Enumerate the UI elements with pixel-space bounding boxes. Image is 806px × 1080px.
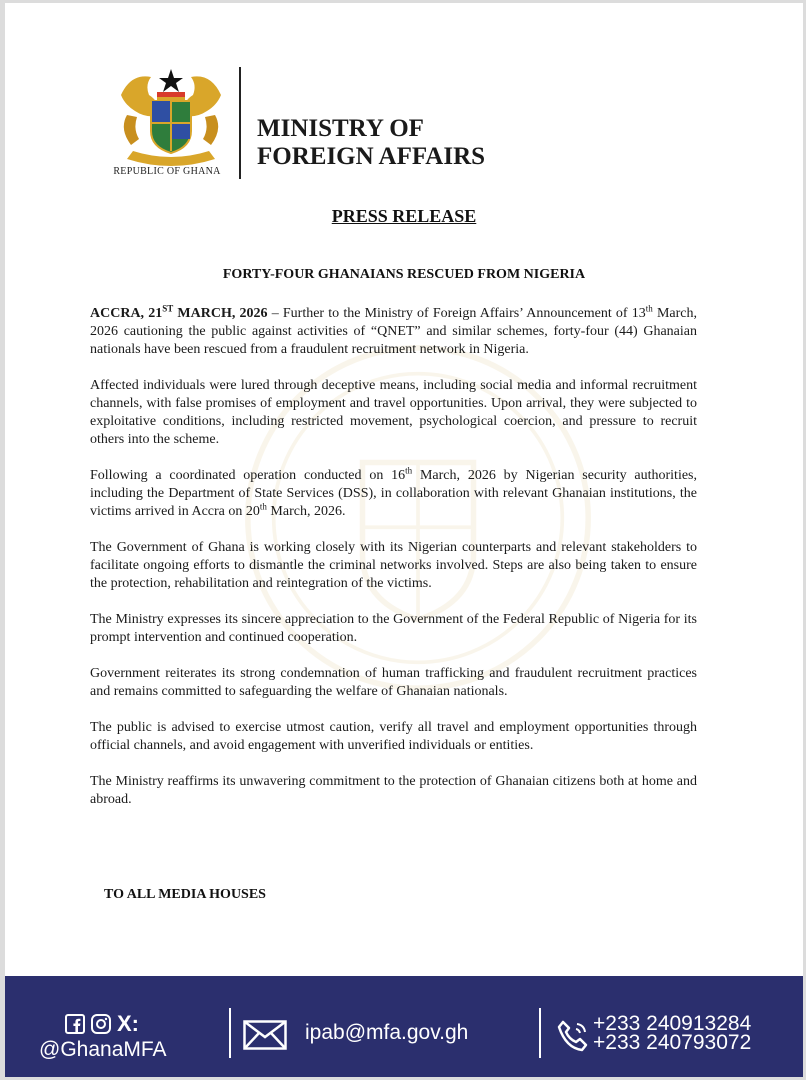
paragraph-6: Government reiterates its strong condemnation of human trafficking and fraudulent recruitment practices and remains committed to safeguarding the welfare of Ghanaian nationals.	[90, 666, 697, 699]
ministry-title	[257, 115, 485, 171]
press-release-heading: PRESS RELEASE	[331, 206, 477, 226]
footer-divider	[229, 1008, 231, 1058]
paragraph-4: The Government of Ghana is working closely with its Nigerian counterparts and relevant stakeholders to facilitate ongoing efforts to dismantle the criminal networks involved. Steps are also being taken to ensure the protection, rehabilitation and reintegration of the victims.	[90, 540, 697, 591]
phone-icon	[555, 1018, 591, 1054]
instagram-icon[interactable]	[91, 1014, 111, 1034]
paragraph-3-text-c: March, 2026.	[266, 504, 346, 519]
dateline	[90, 303, 268, 321]
ordinal-suffix: th	[645, 303, 653, 314]
contact-footer	[5, 976, 803, 1077]
paragraph-1-text-a: – Further to the Ministry of Foreign Affairs’ Announcement of 13	[267, 306, 646, 321]
paragraph-3-text-b: March, 2026 by Nigerian security authorities, including the Department of State Services (DSS), in collaboration with relevant Ghanaian institutions, the victims arrived in Accra on 20	[90, 468, 697, 519]
contact-email[interactable]: ipab@mfa.gov.gh	[305, 1021, 469, 1044]
email-icon	[243, 1020, 287, 1050]
ordinal-suffix: th	[405, 465, 413, 476]
paragraph-1-text-b: March, 2026 cautioning the public against activities of “QNET” and similar schemes, forty-four (44) Ghanaian nationals have been rescued from a fraudulent recruitment network in Nigeria.	[90, 306, 697, 357]
ghana-coat-of-arms-icon	[113, 65, 229, 167]
paragraph-3	[90, 467, 697, 521]
release-body	[90, 305, 697, 827]
crest-caption: REPUBLIC OF GHANA	[113, 166, 221, 177]
facebook-icon[interactable]	[65, 1014, 85, 1034]
x-label: X:	[117, 1011, 139, 1036]
social-icons	[65, 1011, 139, 1036]
ministry-title-line1: MINISTRY OF	[257, 115, 424, 142]
paragraph-2: Affected individuals were lured through deceptive means, including social media and informal recruitment channels, with false promises of employment and travel opportunities. Upon arrival, they were subjected to exploitative conditions, including restricted movement, psychological coercion, and pressure to recruit others into the scheme.	[90, 378, 697, 447]
phone-number-2[interactable]: +233 240793072	[593, 1031, 752, 1054]
paragraph-5: The Ministry expresses its sincere appreciation to the Government of the Federal Republic of Nigeria for its prompt intervention and continued cooperation.	[90, 612, 697, 645]
dateline-text: ACCRA, 21	[90, 306, 163, 321]
paragraph-3-text-a: Following a coordinated operation conducted on 16	[90, 468, 406, 483]
ordinal-suffix: th	[259, 501, 267, 512]
to-all-media-houses: TO ALL MEDIA HOUSES	[104, 887, 266, 902]
contact-phones	[593, 1014, 751, 1052]
press-release-page	[5, 3, 803, 1077]
release-headline: FORTY-FOUR GHANAIANS RESCUED FROM NIGERIA	[222, 267, 586, 282]
paragraph-8: The Ministry reaffirms its unwavering commitment to the protection of Ghanaian citizens both at home and abroad.	[90, 774, 697, 807]
social-handle[interactable]: @GhanaMFA	[39, 1038, 167, 1061]
dateline-month: MARCH, 2026	[173, 306, 268, 321]
paragraph-1	[90, 305, 697, 359]
ministry-title-line2: FOREIGN AFFAIRS	[257, 143, 486, 170]
footer-divider	[539, 1008, 541, 1058]
dateline-suffix: ST	[162, 303, 174, 314]
paragraph-7: The public is advised to exercise utmost caution, verify all travel and employment opportunities through official channels, and avoid engagement with unverified individuals or entities.	[90, 720, 697, 753]
header-divider	[239, 67, 241, 179]
phone-number-1[interactable]: +233 240913284	[593, 1012, 752, 1035]
